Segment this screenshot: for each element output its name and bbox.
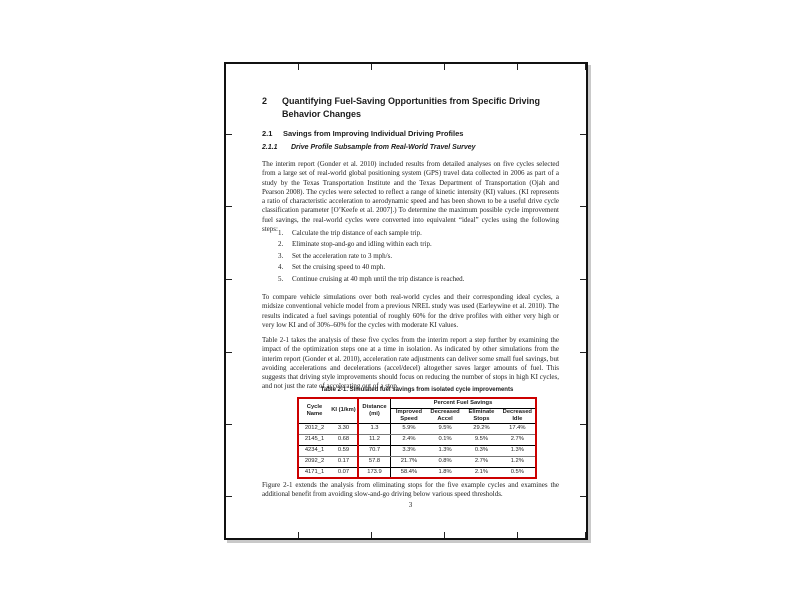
- paragraph-intro: The interim report (Gonder et al. 2010) included results from detailed analyses on five cycles selected from a large set of real-world global positioning system (GPS) travel data collected in 2006 as part of a study by the Texas Transportation Institute and the Texas Department of Transportation (Ojah and Pearson 2008). The cycles were selected to reflect a range of kinetic intensity (KI) values. (KI represents a ratio of characteristic acceleration to aerodynamic speed and has been shown to be a useful drive cycle classification parameter [O’Keefe et al. 2007].) To determine the maximum possible cycle improvement fuel savings, the real-world cycles were converted into equivalent “ideal” cycles using the following steps:: [262, 160, 559, 234]
- ruler-tick: [444, 64, 445, 70]
- table-body: [298, 423, 536, 478]
- table-cell: 2.1%: [474, 468, 489, 475]
- list-item-number: 5.: [278, 274, 284, 283]
- table-cell: 0.59: [330, 445, 358, 456]
- ruler-tick: [517, 64, 518, 70]
- column-header-improved-speed: Improved Speed: [391, 409, 427, 424]
- table-cell: 2145_1: [298, 434, 330, 445]
- subsubsection-heading: [262, 143, 562, 152]
- table-row: [298, 423, 536, 434]
- list-item-text: Set the acceleration rate to 3 mph/s.: [292, 251, 393, 260]
- ruler-tick: [585, 64, 586, 70]
- table-cell: 2.4%: [391, 434, 427, 445]
- table-cell: 3.30: [330, 423, 358, 434]
- table-header: [298, 398, 536, 423]
- subsection-heading: [262, 129, 562, 138]
- ruler-tick: [226, 352, 232, 353]
- table-cell: 5.9%: [391, 423, 427, 434]
- ruler-tick: [298, 64, 299, 70]
- paragraph-comparison: To compare vehicle simulations over both real-world cycles and their corresponding ideal cycles, a midsize conventional vehicle model from a previous NREL study was used (Earleywine et al. 2010). The results indicated a fuel savings potential of roughly 60% for the drive profiles with either very high or very low KI and of 30%–60% for the cycles with moderate KI values.: [262, 293, 559, 329]
- list-item: [278, 263, 558, 272]
- table-cell: 2.7%: [500, 434, 536, 445]
- ruler-tick: [371, 532, 372, 538]
- ruler-tick: [226, 496, 232, 497]
- ruler-tick: [444, 532, 445, 538]
- ruler-tick: [517, 532, 518, 538]
- column-header-decreased-idle: Decreased Idle: [500, 409, 536, 424]
- table-cell: 1.3%: [500, 445, 536, 456]
- ruler-tick: [298, 532, 299, 538]
- table-cell: 0.3%: [463, 445, 499, 456]
- subsubsection-number: 2.1.1: [262, 144, 278, 151]
- table-cell: 4234_1: [298, 445, 330, 456]
- table-row: [298, 467, 536, 478]
- table-row: [298, 434, 536, 445]
- list-item-text: Calculate the trip distance of each sample trip.: [292, 229, 422, 237]
- section-title: Quantifying Fuel-Saving Opportunities from Specific Driving Behavior Changes: [282, 96, 541, 119]
- list-item-text: Continue cruising at 40 mph until the trip distance is reached.: [292, 274, 465, 283]
- ruler-tick: [580, 134, 586, 135]
- ruler-tick: [226, 134, 232, 135]
- column-header-cycle-name: Cycle Name: [298, 398, 330, 423]
- list-item: [278, 229, 558, 238]
- list-item: [278, 275, 558, 284]
- list-item: [278, 240, 558, 249]
- table-cell: 29.2%: [463, 423, 499, 434]
- table-row: [298, 445, 536, 456]
- table-cell: 0.1%: [427, 434, 463, 445]
- table-cell: 0.5%: [510, 468, 524, 475]
- ideal-cycle-steps-list: [278, 229, 558, 286]
- column-header-ki: KI (1/km): [330, 398, 358, 423]
- subsubsection-title: Drive Profile Subsample from Real-World Travel Survey: [291, 144, 476, 151]
- ruler-tick: [580, 279, 586, 280]
- table-cell: 9.5%: [463, 434, 499, 445]
- ruler-tick: [226, 279, 232, 280]
- ruler-tick: [580, 352, 586, 353]
- list-item-number: 2.: [278, 240, 284, 249]
- page-number: 3: [408, 501, 413, 509]
- table-cell: 21.7%: [391, 456, 427, 467]
- subsection-title: Savings from Improving Individual Driving Profiles: [283, 129, 464, 138]
- list-item-text: Eliminate stop-and-go and idling within each trip.: [292, 240, 432, 249]
- table-cell: 1.3%: [427, 445, 463, 456]
- table-cell: 70.7: [358, 445, 391, 456]
- table-cell: 0.17: [330, 456, 358, 467]
- list-item: [278, 252, 558, 261]
- table-cell: 11.2: [358, 434, 391, 445]
- ruler-tick: [226, 206, 232, 207]
- table-cell: 9.5%: [427, 423, 463, 434]
- table-caption: Table 2-1. Simulated fuel savings from isolated cycle improvements: [320, 387, 514, 393]
- table-cell: 2092_2: [298, 456, 330, 467]
- table-cell: 57.8: [358, 456, 391, 467]
- list-item-number: 3.: [278, 251, 284, 260]
- paragraph-table-analysis: Table 2-1 takes the analysis of these five cycles from the interim report a step further by examining the impact of the optimization steps one at a time in isolation. As indicated by other simulations from the interim report (Gonder et al. 2010), acceleration rate adjustments can deliver some small fuel savings, but avoiding accelerations and decelerations (accel/decel) altogether saves larger amounts of fuel. This suggests that driving style improvements should focus on reducing the number of stops in high KI cycles, and not just the rate of accelerating out of a stop.: [262, 336, 559, 391]
- table-cell: 0.68: [330, 434, 358, 445]
- ruler-tick: [371, 64, 372, 70]
- table-cell: 58.4%: [400, 468, 418, 475]
- section-heading: [262, 95, 562, 121]
- table-cell: 4171_1: [304, 468, 325, 475]
- fuel-savings-table: [297, 397, 537, 479]
- table-cell: 1.3: [358, 423, 391, 434]
- table-cell: 3.3%: [391, 445, 427, 456]
- table-cell: 173.9: [358, 467, 391, 478]
- table-cell: 0.8%: [427, 456, 463, 467]
- table-cell: 1.2%: [500, 456, 536, 467]
- table-cell: 17.4%: [500, 423, 536, 434]
- list-item-text: Set the cruising speed to 40 mph.: [292, 263, 386, 272]
- ruler-tick: [580, 496, 586, 497]
- subsection-number: 2.1: [262, 129, 273, 138]
- paragraph-figure-intro: Figure 2-1 extends the analysis from eliminating stops for the five example cycles and examines the additional benefit from avoiding slow-and-go driving below various speed thresholds.: [262, 481, 559, 499]
- document-page: [224, 62, 588, 540]
- column-header-decreased-accel: Decreased Accel: [427, 409, 463, 424]
- ruler-tick: [226, 424, 232, 425]
- table-cell: 2.7%: [463, 456, 499, 467]
- table-cell: 1.8%: [438, 468, 452, 475]
- ruler-tick: [585, 532, 586, 538]
- list-item-number: 1.: [278, 229, 284, 237]
- table-cell: 2012_2: [298, 423, 330, 434]
- column-header-percent-fuel-savings: Percent Fuel Savings: [391, 398, 537, 409]
- table-cell: 0.07: [330, 467, 358, 478]
- column-header-eliminate-stops: Eliminate Stops: [463, 409, 499, 424]
- list-item-number: 4.: [278, 263, 284, 272]
- table-row: [298, 456, 536, 467]
- column-header-distance: Distance (mi): [358, 398, 391, 423]
- ruler-tick: [580, 424, 586, 425]
- section-number: 2: [262, 96, 268, 106]
- ruler-tick: [580, 206, 586, 207]
